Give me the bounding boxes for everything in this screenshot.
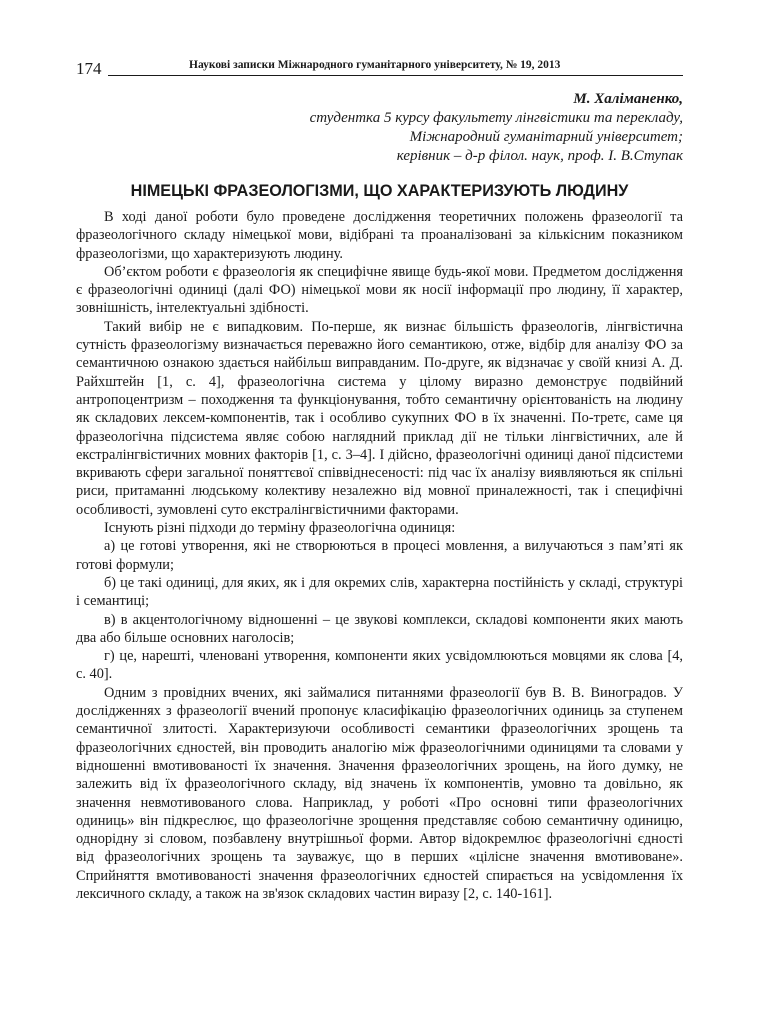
paragraph-intro: В ході даної роботи було проведене дослідження теоретичних положень фразеології та фразеологічного складу німецької мови, відібрані та проаналізовані за кількісним показником фразеологізми, що характеризують людину. [76,209,683,262]
author-institution: Міжнародний гуманітарний університет; [409,129,683,145]
author-block [123,90,683,166]
running-head [76,58,683,78]
author-name: М. Халіманенко, [573,91,683,107]
author-status: студентка 5 курсу факультету лінгвістики та перекладу, [309,110,683,126]
paragraph-vinogradov: Одним з провідних вчених, які займалися питаннями фразеології був В. В. Виноградов. У дослідженнях з фразеології вчений пропонує класифікацію фразеологічних одиниць за ступенем семантичної злитості. Характеризуючи особливості семантики фразеологічних зрощень та фразеологічних єдностей, він проводить аналогію між фразеологічними одиницями та словами у відношенні вмотивованості їх значення. Значення фразеологічних зрощень, на його думку, не залежить від їх фразеологічного складу, від значень їх компонентів, умовно та довільно, як значення невмотивованого слова. Наприклад, у роботі «Про основні типи фразеологічних одиниць» він підкреслює, що фразеологічне зрощення представляє собою семантичну одиницю, однорідну зі словом, позбавлену внутрішньої форми. Автор відокремлює фразеологічні єдності від фразеологічних зрощень та зауважує, що в перших «цілісне значення вмотивоване». Сприйняття вмотивованості значення фразеологічних єдностей спирається на усвідомлення їх лексичного складу, а також на зв'язок складових частин виразу [2, с. 140-161]. [76,684,683,902]
journal-title: Наукові записки Міжнародного гуманітарного університету, № 19, 2013 [189,59,561,71]
article-title: НІМЕЦЬКІ ФРАЗЕОЛОГІЗМИ, ЩО ХАРАКТЕРИЗУЮТЬ ЛЮДИНУ [130,182,629,200]
list-item-d: г) це, нарешті, членовані утворення, компоненти яких усвідомлюються мовцями як слова [4, с. 40]. [76,648,683,683]
article-body [76,208,683,903]
paragraph-choice: Такий вибір не є випадковим. По-перше, як визнає більшість фразеологів, лінгвістична сутність фразеологізму визначається переважно його семантикою, отже, відбір для аналізу ФО за семантичною ознакою здається найбільш виправданим. По-друге, як відзначає у своїй книзі А. Д. Райхштейн [1, с. 4], фразеологічна система у цілому виразно демонструє подвійний антропоцентризм – походження та функціонування, тобто семантичну орієнтованість на людину як складових лексем-компонентів, так і особливо сукупних ФО в їх значенні. По-третє, саме ця фразеологічна підсистема являє собою наглядний приклад дії не тільки лінгвістичних, але й екстралінгвістичних мовних факторів [1, с. 3–4]. І дійсно, фразеологічні одиниці даної підсистеми вкривають сфери загальної поняттєвої співвіднесеності: під час їх аналізу виявляються як спільні риси, притаманні людському колективу незалежно від мовної приналежності, так і специфічні особливості, зумовлені суто екстралінгвістичними факторами. [76,318,683,518]
list-item-c: в) в акцентологічному відношенні – це звукові комплекси, складові компоненти яких мають два або більше основних наголосів; [76,611,683,646]
paragraph-object: Об’єктом роботи є фразеологія як специфічне явище будь-якої мови. Предметом дослідження є фразеологічні одиниці (далі ФО) німецької мови як носії інформації про людину, її характер, зовнішність, інтелектуальні здібності. [76,263,683,317]
page-number: 174 [76,59,102,78]
list-item-a: а) це готові утворення, які не створюються в процесі мовлення, а вилучаються з пам’яті як готові формули; [76,538,683,573]
header-rule [108,75,683,76]
author-supervisor: керівник – д-р філол. наук, проф. І. В.Ступак [396,148,683,164]
list-item-b: б) це такі одиниці, для яких, як і для окремих слів, характерна постійність у складі, структурі і семантиці; [76,574,683,610]
paragraph-approaches: Існують різні підходи до терміну фразеологічна одиниця: [104,520,456,537]
